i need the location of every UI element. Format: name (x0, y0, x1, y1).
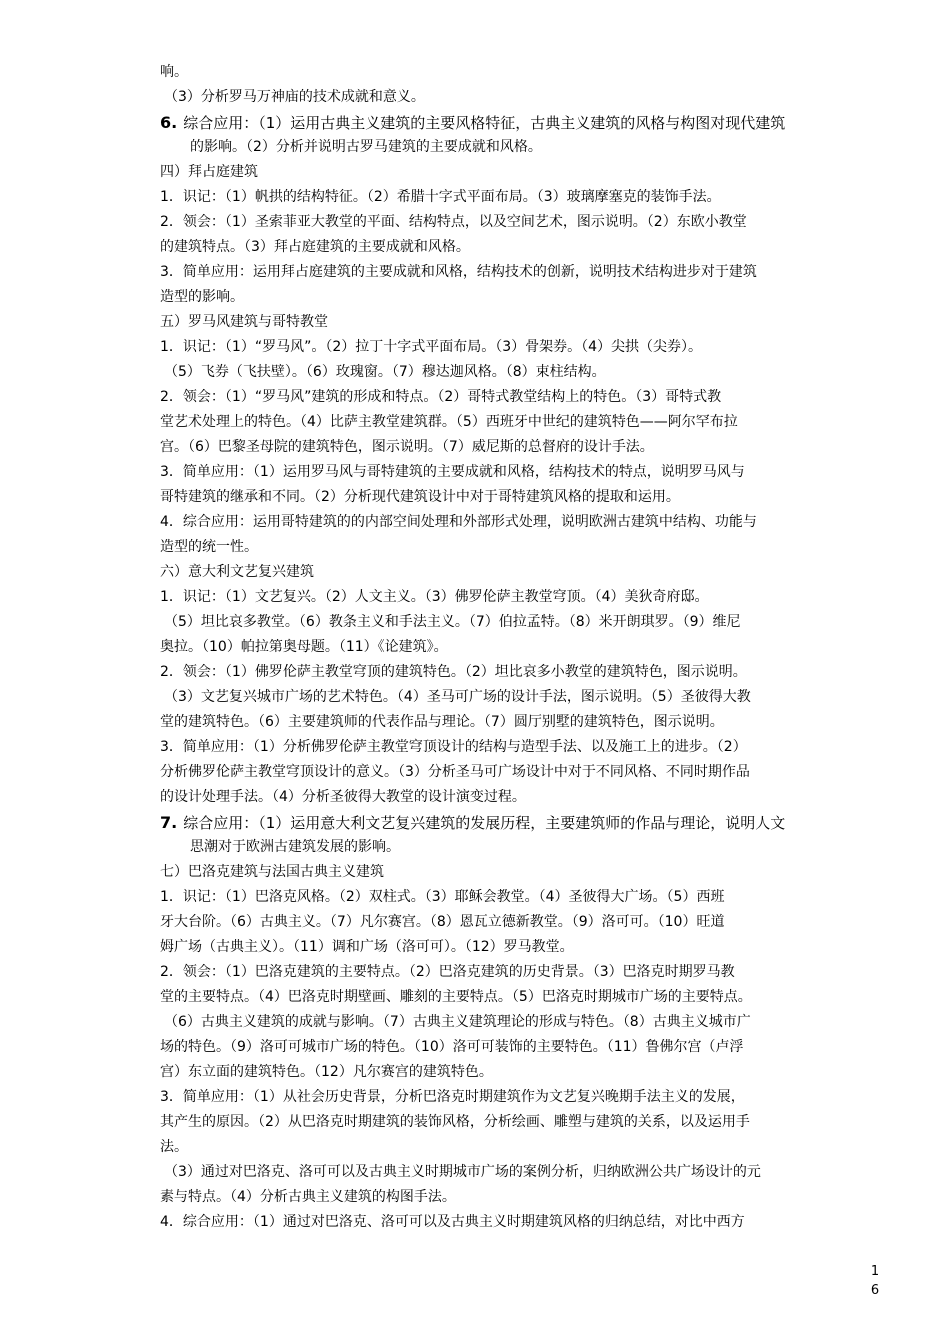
line-text: 2．领会：（1）佛罗伦萨主教堂穹顶的建筑特色。（2）坦比哀多小教堂的建筑特色，图示说明。 (160, 664, 747, 680)
line-text: 牙大台阶。（6）古典主义。（7）凡尔赛宫。（8）恩瓦立德新教堂。（9）洛可可。（10）旺道 (160, 914, 725, 930)
line-text: 素与特点。（4）分析古典主义建筑的构图手法。 (160, 1189, 456, 1205)
line-text: 1．识记：（1）“罗马风”。（2）拉丁十字式平面布局。（3）骨架券。（4）尖拱（尖券）。 (160, 339, 703, 355)
line-text: 2．领会：（1）“罗马风”建筑的形成和特点。（2）哥特式教堂结构上的特色。（3）哥特式教 (160, 389, 722, 405)
text-line (160, 985, 895, 1010)
text-line (160, 1185, 895, 1210)
line-text: 思潮对于欧洲古建筑发展的影响。 (190, 839, 400, 855)
text-line (160, 885, 895, 910)
document-body (160, 60, 895, 1235)
text-line (160, 210, 895, 235)
text-line (160, 110, 895, 135)
text-line (160, 1035, 895, 1060)
text-line (160, 735, 895, 760)
line-text: 综合应用：（1）运用古典主义建筑的主要风格特征，古典主义建筑的风格与构图对现代建筑 (183, 114, 786, 132)
line-text: （5）飞券（飞扶壁）。（6）玫瑰窗。（7）穆达迦风格。（8）束柱结构。 (164, 364, 606, 380)
text-line (160, 410, 895, 435)
line-text: 4．综合应用：（1）通过对巴洛克、洛可可以及古典主义时期建筑风格的归纳总结，对比中西方 (160, 1214, 745, 1230)
line-text: 堂艺术处理上的特色。（4）比萨主教堂建筑群。（5）西班牙中世纪的建筑特色——阿尔罕布拉 (160, 414, 738, 430)
line-text: 六）意大利文艺复兴建筑 (160, 564, 314, 580)
line-text: 堂的主要特点。（4）巴洛克时期壁画、雕刻的主要特点。（5）巴洛克时期城市广场的主要特点。 (160, 989, 752, 1005)
text-line (160, 360, 895, 385)
line-text: 综合应用：（1）运用意大利文艺复兴建筑的发展历程，主要建筑师的作品与理论，说明人文 (183, 814, 786, 832)
text-line (160, 810, 895, 835)
text-line (160, 510, 895, 535)
text-line (160, 185, 895, 210)
text-line (160, 1060, 895, 1085)
text-line (160, 260, 895, 285)
text-line (160, 135, 895, 160)
line-text: 法。 (160, 1139, 188, 1155)
line-text: 造型的影响。 (160, 289, 244, 305)
text-line (160, 685, 895, 710)
text-line (160, 1085, 895, 1110)
text-line (160, 785, 895, 810)
text-line (160, 585, 895, 610)
text-line (160, 485, 895, 510)
line-text: 分析佛罗伦萨主教堂穹顶设计的意义。（3）分析圣马可广场设计中对于不同风格、不同时期作品 (160, 764, 750, 780)
text-line (160, 610, 895, 635)
line-text: （3）通过对巴洛克、洛可可以及古典主义时期城市广场的案例分析，归纳欧洲公共广场设计的元 (164, 1164, 761, 1180)
text-line (160, 335, 895, 360)
line-text: 堂的建筑特色。（6）主要建筑师的代表作品与理论。（7）圆厅别墅的建筑特色，图示说明。 (160, 714, 724, 730)
text-line (160, 85, 895, 110)
line-text: 造型的统一性。 (160, 539, 258, 555)
text-line (160, 910, 895, 935)
line-text: 的建筑特点。（3）拜占庭建筑的主要成就和风格。 (160, 239, 470, 255)
text-line (160, 560, 895, 585)
line-text: 姆广场（古典主义）。（11）调和广场（洛可可）。（12）罗马教堂。 (160, 939, 574, 955)
text-line (160, 535, 895, 560)
text-line (160, 235, 895, 260)
line-text: （3）文艺复兴城市广场的艺术特色。（4）圣马可广场的设计手法，图示说明。（5）圣彼得大教 (164, 689, 751, 705)
line-text: 奥拉。（10）帕拉第奥母题。（11）《论建筑》。 (160, 639, 448, 655)
text-line (160, 710, 895, 735)
line-text: 3．简单应用：（1）分析佛罗伦萨主教堂穹顶设计的结构与造型手法、以及施工上的进步。（2） (160, 739, 747, 755)
text-line (160, 1110, 895, 1135)
text-line (160, 835, 895, 860)
line-text: 宫。（6）巴黎圣母院的建筑特色，图示说明。（7）威尼斯的总督府的设计手法。 (160, 439, 654, 455)
line-text: 场的特色。（9）洛可可城市广场的特色。（10）洛可可装饰的主要特色。（11）鲁佛尔宫（卢浮 (160, 1039, 744, 1055)
text-line (160, 860, 895, 885)
text-line (160, 385, 895, 410)
line-text: 3．简单应用：（1）从社会历史背景，分析巴洛克时期建筑作为文艺复兴晚期手法主义的发展， (160, 1089, 745, 1105)
line-text: 宫）东立面的建筑特色。（12）凡尔赛宫的建筑特色。 (160, 1064, 493, 1080)
text-line (160, 935, 895, 960)
text-line (160, 660, 895, 685)
item-number: 6. (160, 113, 178, 132)
text-line (160, 1010, 895, 1035)
line-text: 4．综合应用：运用哥特建筑的的内部空间处理和外部形式处理，说明欧洲古建筑中结构、功能与 (160, 514, 757, 530)
line-text: 四）拜占庭建筑 (160, 164, 258, 180)
text-line (160, 1160, 895, 1185)
line-text: 1．识记：（1）文艺复兴。（2）人文主义。（3）佛罗伦萨主教堂穹顶。（4）美狄奇府邸。 (160, 589, 709, 605)
text-line (160, 1210, 895, 1235)
line-text: （3）分析罗马万神庙的技术成就和意义。 (164, 89, 425, 105)
text-line (160, 1135, 895, 1160)
line-text: 2．领会：（1）巴洛克建筑的主要特点。（2）巴洛克建筑的历史背景。（3）巴洛克时期罗马教 (160, 964, 735, 980)
item-number: 7. (160, 813, 178, 832)
text-line (160, 960, 895, 985)
line-text: 哥特建筑的继承和不同。（2）分析现代建筑设计中对于哥特建筑风格的提取和运用。 (160, 489, 680, 505)
line-text: 的设计处理手法。（4）分析圣彼得大教堂的设计演变过程。 (160, 789, 526, 805)
page-number-top: 1 (870, 1264, 880, 1279)
text-line (160, 60, 895, 85)
line-text: 3．简单应用：（1）运用罗马风与哥特建筑的主要成就和风格，结构技术的特点，说明罗马风与 (160, 464, 745, 480)
page-number (868, 1262, 882, 1300)
text-line (160, 160, 895, 185)
text-line (160, 760, 895, 785)
line-text: 七）巴洛克建筑与法国古典主义建筑 (160, 864, 384, 880)
line-text: 其产生的原因。（2）从巴洛克时期建筑的装饰风格，分析绘画、雕塑与建筑的关系，以及运用手 (160, 1114, 750, 1130)
text-line (160, 285, 895, 310)
text-line (160, 460, 895, 485)
line-text: 五）罗马风建筑与哥特教堂 (160, 314, 328, 330)
line-text: （6）古典主义建筑的成就与影响。（7）古典主义建筑理论的形成与特色。（8）古典主义城市广 (164, 1014, 751, 1030)
line-text: 2．领会：（1）圣索菲亚大教堂的平面、结构特点，以及空间艺术，图示说明。（2）东欧小教堂 (160, 214, 747, 230)
text-line (160, 635, 895, 660)
line-text: 的影响。（2）分析并说明古罗马建筑的主要成就和风格。 (190, 139, 542, 155)
text-line (160, 435, 895, 460)
line-text: 3．简单应用：运用拜占庭建筑的主要成就和风格，结构技术的创新，说明技术结构进步对于建筑 (160, 264, 757, 280)
line-text: （5）坦比哀多教堂。（6）教条主义和手法主义。（7）伯拉孟特。（8）米开朗琪罗。（9）维尼 (164, 614, 741, 630)
text-line (160, 310, 895, 335)
line-text: 1．识记：（1）帆拱的结构特征。（2）希腊十字式平面布局。（3）玻璃摩塞克的装饰手法。 (160, 189, 721, 205)
line-text: 响。 (160, 64, 188, 80)
page-number-bottom: 6 (870, 1283, 880, 1298)
line-text: 1．识记：（1）巴洛克风格。（2）双柱式。（3）耶稣会教堂。（4）圣彼得大广场。（5）西班 (160, 889, 725, 905)
